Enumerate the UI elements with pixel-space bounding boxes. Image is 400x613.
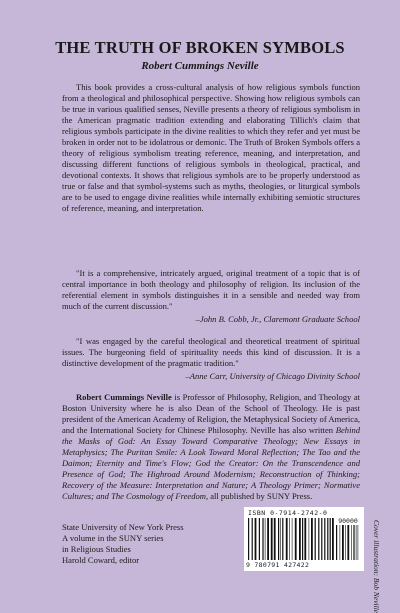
book-title: THE TRUTH OF BROKEN SYMBOLS [55,38,345,57]
barcode-bar [302,518,303,560]
barcode-bar [248,518,249,560]
author-bio-books: Behind the Masks of God: An Essay Toward Comparative Theology; New Essays in Metaphysics; The Puritan Smile: A Look Toward Moral Reflection; The Tao and the Daimon; Eternity and Time's Flow; God the Creator: On the Transcendence and Presence of God; The Highroad Around Modernism; Reconstruction of Thinking; Recovery of the Measure: Interpretation and Nature; A Theology Primer; Normative Cultures; and The Cosmology of Freedom [62,425,360,501]
series-line: A volume in the SUNY series [62,533,164,543]
barcode-bar [356,525,357,560]
isbn-number: ISBN 0-7914-2742-0 [248,509,328,517]
author-bio-name: Robert Cummings Neville [76,392,172,402]
cover-illustration-credit: Cover illustration: Bob Neville [372,520,381,613]
barcode-bar [311,518,313,560]
barcode-bar [330,518,331,560]
series-editor-line: Harold Coward, editor [62,555,140,565]
ean-barcode-bars [248,518,334,560]
barcode-bar [262,518,263,560]
publisher-line: State University of New York Press [62,522,184,532]
endorsement-attribution-1: –John B. Cobb, Jr., Claremont Graduate School [195,314,360,324]
barcode-bar [259,518,260,560]
endorsement-attribution-2: –Anne Carr, University of Chicago Divinity School [185,371,360,381]
book-description: This book provides a cross-cultural analysis of how religious symbols function from a theological and philosophical perspective. Showing how religious symbols can be true in various qualified senses, Neville presents a theory of religious symbolism in the American pragmatic tradition extending and elaborating Tillich's claim that religious symbols participate in the divine realities to which they refer and yet must be broken in order not to be idolatrous or demonic. The Truth of Broken Symbols offers a theory of religious symbolism treating reference, meaning, and interpretation, and discussing different functions of religious symbols in theological, practical, and devotional contexts. It shows that religious symbols are to be properly understood as true or false and that symbol-systems such as myths, theologies, or liturgical symbols are to be used to engage divine realities while internally exhibiting semiotic structures of reference, meaning, and interpretation. [62,82,360,213]
barcode-bar [318,518,319,560]
addon-barcode-bars [336,525,360,560]
endorsement-quote-2: "I was engaged by the careful theological and theoretical treatment of spiritual issues. The burgeoning field of spirituality needs this kind of discussion. It is a distinctive development of the pragmatic tradition." [62,336,360,368]
barcode-bar [351,525,352,560]
barcode-bar [278,518,279,560]
isbn-barcode [244,507,364,571]
barcode-bar [255,518,257,560]
barcode-bar [267,518,269,560]
barcode-bar [304,518,306,560]
barcode-bar [265,518,266,560]
barcode-bar [289,518,290,560]
barcode-bar [295,518,297,560]
author-bio [62,392,360,502]
barcode-bar [342,525,344,560]
barcode-bar [358,525,359,560]
barcode-bar [353,525,354,560]
barcode-bar [345,525,346,560]
barcode-bar [321,518,322,560]
barcode-bar [274,518,276,560]
barcode-bar [252,518,253,560]
barcode-bar [309,518,310,560]
barcode-bar [282,518,283,560]
author-bio-closing: , all published by SUNY Press. [205,491,313,501]
publisher-info [62,522,222,566]
barcode-bar [327,518,328,560]
barcode-bar [292,518,293,560]
barcode-bar [271,518,273,560]
book-author: Robert Cummings Neville [141,60,259,72]
barcode-bar [336,525,337,560]
series-name-line: in Religious Studies [62,544,131,554]
barcode-bar [315,518,316,560]
barcode-bar [347,525,349,560]
barcode-bar [280,518,281,560]
barcode-bar [332,518,334,560]
barcode-bar [299,518,301,560]
barcode-bar [286,518,288,560]
ean-digits: 9 780791 427422 [246,561,310,569]
endorsement-quote-1: "It is a comprehensive, intricately argued, original treatment of a topic that is of central importance in both theology and philosophy of religion. Its inclusion of the referential element in symbols distinguishes it in a sensible and needed way from much of the current discussion." [62,268,360,311]
barcode-bar [324,518,325,560]
barcode-addon-digits: 90000 [338,517,358,525]
author-bio-text: is Professor of Philosophy, Religion, and Theology at Boston University where he is also Dean of the School of Theology. He is past president of the American Academy of Religion, the Metaphysical Society of America, and the International Society for Chinese Philosophy. Neville has also written [62,392,360,435]
barcode-bar [340,525,341,560]
